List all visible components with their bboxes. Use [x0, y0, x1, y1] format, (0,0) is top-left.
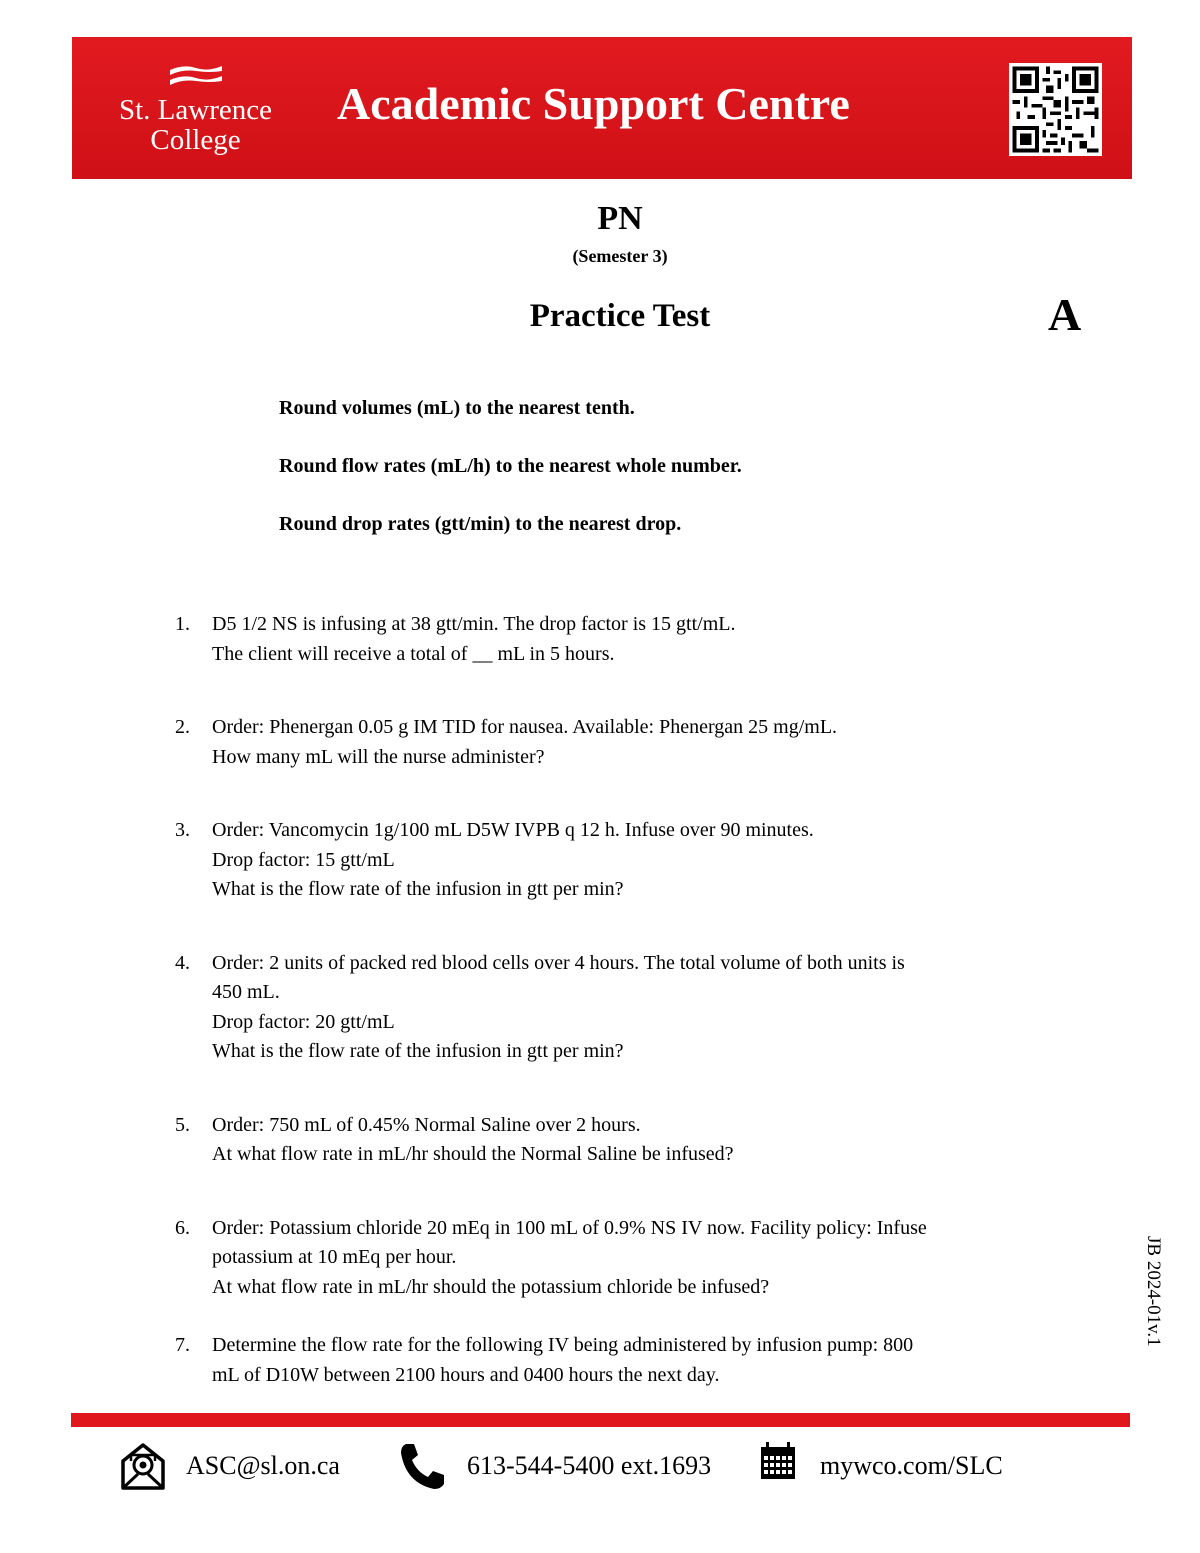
phone-icon [398, 1441, 446, 1491]
question-item [175, 1331, 1045, 1390]
test-title: Practice Test [529, 298, 711, 334]
rounding-rules [279, 396, 742, 570]
question-number: 1. [175, 613, 190, 635]
question-number: 5. [175, 1113, 190, 1136]
question-line: Order: Potassium chloride 20 mEq in 100 mL of 0.9% NS IV now. Facility policy: Infuse [212, 1216, 927, 1239]
question-number: 3. [175, 819, 190, 841]
question-item [175, 1214, 1045, 1303]
question-line: Order: 2 units of packed red blood cells over 4 hours. The total volume of both units is [212, 951, 905, 974]
rule-flow-rates: Round flow rates (mL/h) to the nearest whole number. [279, 455, 742, 477]
question-item [175, 610, 1045, 669]
question-line: Drop factor: 15 gtt/mL [212, 848, 395, 871]
email-link[interactable]: ASC@sl.on.ca [186, 1451, 340, 1480]
question-line: Order: Vancomycin 1g/100 mL D5W IVPB q 12 h. Infuse over 90 minutes. [212, 819, 814, 841]
phone-link[interactable]: 613-544-5400 ext.1693 [467, 1451, 712, 1480]
rule-drop-rates: Round drop rates (gtt/min) to the nearest drop. [279, 513, 682, 535]
question-list [175, 610, 1045, 1390]
logo-text-line2: College [150, 124, 241, 156]
college-logo [108, 62, 308, 162]
question-item [175, 949, 1045, 1067]
question-line: At what flow rate in mL/hr should the Normal Saline be infused? [212, 1143, 734, 1165]
question-line: Order: Phenergan 0.05 g IM TID for nausea. Available: Phenergan 25 mg/mL. [212, 716, 838, 738]
document-code: JB 2024-01v.1 [1143, 1236, 1164, 1347]
semester-label: (Semester 3) [572, 246, 668, 266]
question-line: D5 1/2 NS is infusing at 38 gtt/min. The drop factor is 15 gtt/mL. [212, 613, 736, 635]
header-banner [72, 37, 1132, 179]
footer-contacts [0, 1441, 1200, 1496]
qr-code-icon [1009, 63, 1102, 156]
rule-volumes: Round volumes (mL) to the nearest tenth. [279, 397, 635, 419]
question-line: What is the flow rate of the infusion in gtt per min? [212, 1040, 624, 1062]
question-number: 6. [175, 1216, 190, 1239]
question-line: How many mL will the nurse administer? [212, 745, 545, 768]
banner-title: Academic Support Centre [337, 78, 850, 129]
question-line: The client will receive a total of __ mL in 5 hours. [212, 642, 615, 665]
question-line: What is the flow rate of the infusion in gtt per min? [212, 878, 624, 900]
footer-bar [71, 1413, 1130, 1427]
version-letter: A [1048, 289, 1082, 340]
question-line: Drop factor: 20 gtt/mL [212, 1010, 395, 1033]
email-icon [120, 1441, 166, 1491]
question-number: 7. [175, 1334, 190, 1356]
question-number: 2. [175, 716, 190, 738]
question-line: 450 mL. [212, 981, 280, 1003]
logo-text-line1: St. Lawrence [119, 94, 272, 126]
question-line: Order: 750 mL of 0.45% Normal Saline over 2 hours. [212, 1113, 641, 1136]
website-link[interactable]: mywco.com/SLC [820, 1451, 1003, 1480]
question-item [175, 816, 1045, 905]
question-line: mL of D10W between 2100 hours and 0400 hours the next day. [212, 1363, 720, 1386]
question-line: Determine the flow rate for the following IV being administered by infusion pump: 800 [212, 1334, 914, 1356]
course-name: PN [597, 200, 643, 237]
calendar-icon [760, 1441, 796, 1481]
question-item [175, 1111, 1045, 1170]
question-number: 4. [175, 951, 190, 974]
question-item [175, 713, 1045, 772]
question-line: At what flow rate in mL/hr should the potassium chloride be infused? [212, 1275, 770, 1298]
logo-waves-icon [166, 62, 226, 88]
question-line: potassium at 10 mEq per hour. [212, 1246, 457, 1268]
